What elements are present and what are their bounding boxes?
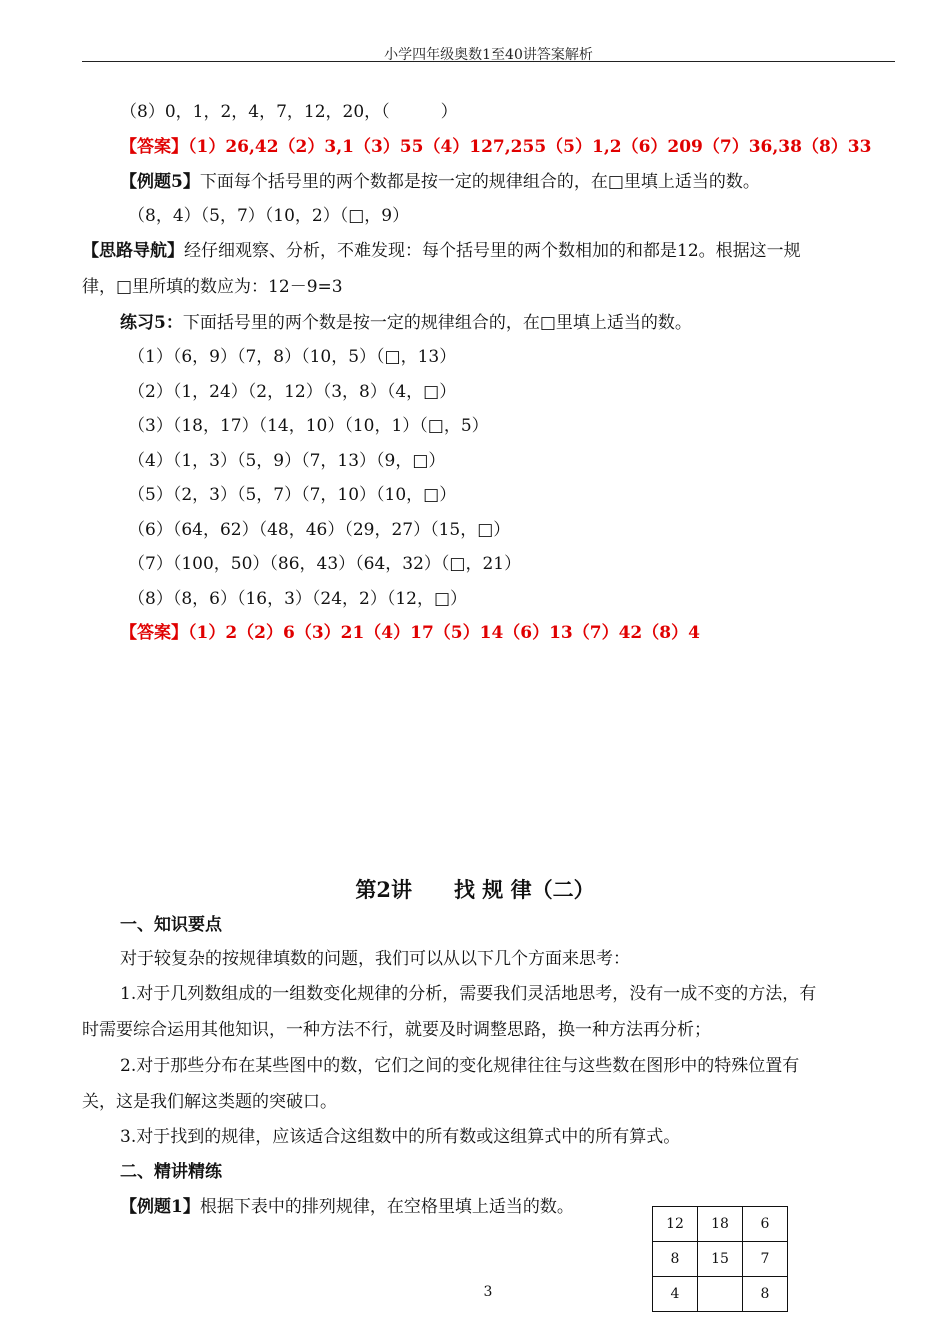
practice-text: 下面括号里的两个数是按一定的规律组合的，在□里填上适当的数。 <box>182 313 692 333</box>
point-2-line-2: 关，这是我们解这类题的突破口。 <box>82 1092 337 1112</box>
example-1 <box>120 1196 574 1218</box>
intro-text: 对于较复杂的按规律填数的问题，我们可以从以下几个方面来思考： <box>120 949 630 969</box>
point-2-line-1: 2.对于那些分布在某些图中的数，它们之间的变化规律往往与这些数在图形中的特殊位置有 <box>120 1056 800 1076</box>
grid-cell: 12 <box>653 1207 698 1242</box>
sequence-8: （8）0，1，2，4，7，12，20，（ ） <box>120 102 458 122</box>
section-heading-2: 二、精讲精练 <box>120 1162 222 1182</box>
page-header: 小学四年级奥数1至40讲答案解析 <box>384 47 593 63</box>
guide-text-1: 经仔细观察、分析，不难发现：每个括号里的两个数相加的和都是12。根据这一规 <box>184 241 801 261</box>
practice-label: 练习5： <box>120 313 183 333</box>
answer-label: 【答案】 <box>120 137 188 157</box>
guide-line-1 <box>82 240 801 262</box>
example-5 <box>120 171 760 193</box>
example-5-pairs: （8，4）（5，7）（10，2）（□，9） <box>128 206 410 226</box>
grid-cell: 15 <box>698 1242 743 1277</box>
grid-row <box>653 1242 788 1277</box>
point-1-line-1: 1.对于几列数组成的一组数变化规律的分析，需要我们灵活地思考，没有一成不变的方法，有 <box>120 984 817 1004</box>
header-divider <box>82 61 895 62</box>
answer-text: （1）26,42（2）3,1（3）55（4）127,255（5）1,2（6）209（7）36,38（8）33 <box>188 137 872 157</box>
example-label: 【例题1】 <box>120 1197 200 1217</box>
grid-cell: 7 <box>743 1242 788 1277</box>
point-3: 3.对于找到的规律，应该适合这组数中的所有数或这组算式中的所有算式。 <box>120 1127 681 1147</box>
guide-line-2: 律，□里所填的数应为：12－9=3 <box>82 277 343 297</box>
practice-5 <box>120 312 692 334</box>
answer-label: 【答案】 <box>120 623 188 643</box>
point-1-line-2: 时需要综合运用其他知识，一种方法不行，就要及时调整思路，换一种方法再分析； <box>82 1020 711 1040</box>
grid-cell: 8 <box>743 1277 788 1312</box>
practice-item-8: （8）（8，6）（16，3）（24，2）（12，□） <box>128 589 468 609</box>
page-number: 3 <box>483 1284 493 1300</box>
section-heading-1: 一、知识要点 <box>120 915 222 935</box>
practice-item-7: （7）（100，50）（86，43）（64，32）（□，21） <box>128 554 522 574</box>
grid-cell: 18 <box>698 1207 743 1242</box>
practice-item-2: （2）（1，24）（2，12）（3，8）（4，□） <box>128 382 457 402</box>
grid-row <box>653 1207 788 1242</box>
grid-cell: 6 <box>743 1207 788 1242</box>
grid-cell: 8 <box>653 1242 698 1277</box>
practice-item-1: （1）（6，9）（7，8）（10，5）（□，13） <box>128 347 457 367</box>
answer-text: （1）2（2）6（3）21（4）17（5）14（6）13（7）42（8）4 <box>188 623 700 643</box>
example-text: 根据下表中的排列规律，在空格里填上适当的数。 <box>199 1197 574 1217</box>
practice-item-6: （6）（64，62）（48，46）（29，27）（15，□） <box>128 520 511 540</box>
guide-label: 【思路导航】 <box>82 241 184 261</box>
answer-1 <box>120 136 871 158</box>
example-text: 下面每个括号里的两个数都是按一定的规律组合的，在□里填上适当的数。 <box>199 172 760 192</box>
lecture-title: 第2讲 找 规 律（二） <box>355 877 595 902</box>
example-label: 【例题5】 <box>120 172 200 192</box>
practice-item-3: （3）（18，17）（14，10）（10，1）（□，5） <box>128 416 489 436</box>
grid-cell: 4 <box>653 1277 698 1312</box>
practice-item-4: （4）（1，3）（5，9）（7，13）（9，□） <box>128 451 446 471</box>
answer-2 <box>120 622 700 644</box>
practice-item-5: （5）（2，3）（5，7）（7，10）（10，□） <box>128 485 457 505</box>
